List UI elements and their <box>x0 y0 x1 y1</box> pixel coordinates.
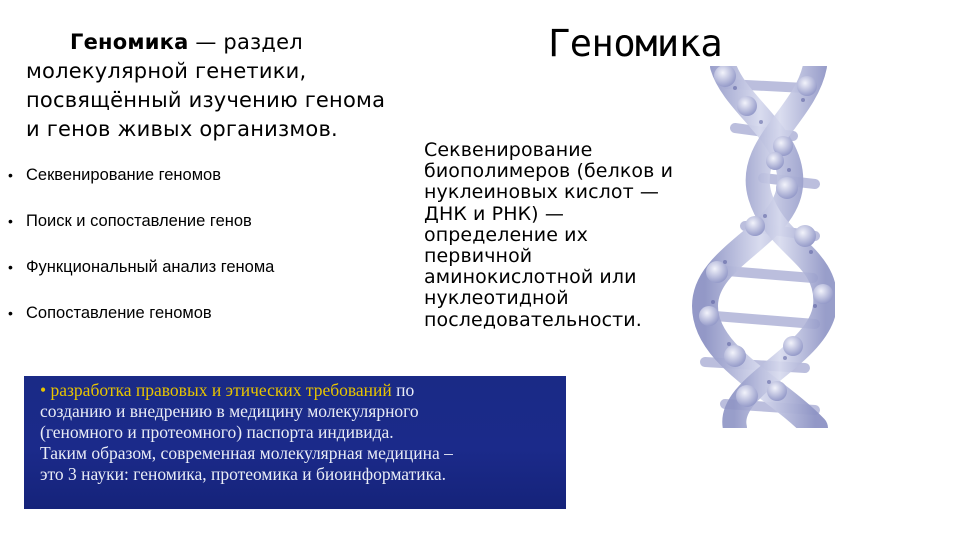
bullet-text: Сопоставление геномов <box>26 304 212 322</box>
banner-line-rest: по <box>391 380 415 400</box>
intro-paragraph <box>26 28 421 144</box>
banner-line: созданию и внедрению в медицину молекулярного <box>40 401 419 421</box>
bullet-item <box>6 256 406 279</box>
bullet-dot-icon: • <box>8 259 13 275</box>
intro-line: посвящённый изучению генома <box>26 88 386 112</box>
intro-line: и генов живых организмов. <box>26 117 338 141</box>
bullet-dot-icon: • <box>8 213 13 229</box>
banner-line <box>40 380 566 401</box>
banner-line: (геномного и протеомного) паспорта индивида. <box>40 422 394 442</box>
banner-line: Таким образом, современная молекулярная медицина – <box>40 443 453 463</box>
blue-banner-image <box>24 376 566 509</box>
bullet-dot-icon: • <box>8 167 13 183</box>
intro-term: Геномика <box>70 30 189 54</box>
bullet-item <box>6 210 406 233</box>
bullet-text: Функциональный анализ генома <box>26 258 275 276</box>
intro-text-after-term: — раздел <box>188 30 303 54</box>
banner-text <box>40 380 566 485</box>
bullet-text: Секвенирование геномов <box>26 166 222 184</box>
banner-line: это 3 науки: геномика, протеомика и биоинформатика. <box>40 464 446 484</box>
bullet-item <box>6 302 406 325</box>
intro-line: молекулярной генетики, <box>26 59 307 83</box>
banner-highlight-text: • разработка правовых и этических требований <box>40 380 392 400</box>
bullet-list <box>6 164 406 348</box>
definition-text: Секвенирование биополимеров (белков и нуклеиновых кислот — ДНК и РНК) — определение их первичной аминокислотной или нуклеотидной последовательности. <box>424 139 674 331</box>
bullet-text: Поиск и сопоставление генов <box>26 212 252 230</box>
bullet-item <box>6 164 406 187</box>
slide-title: Геномика <box>548 22 723 65</box>
bullet-dot-icon: • <box>8 305 13 321</box>
